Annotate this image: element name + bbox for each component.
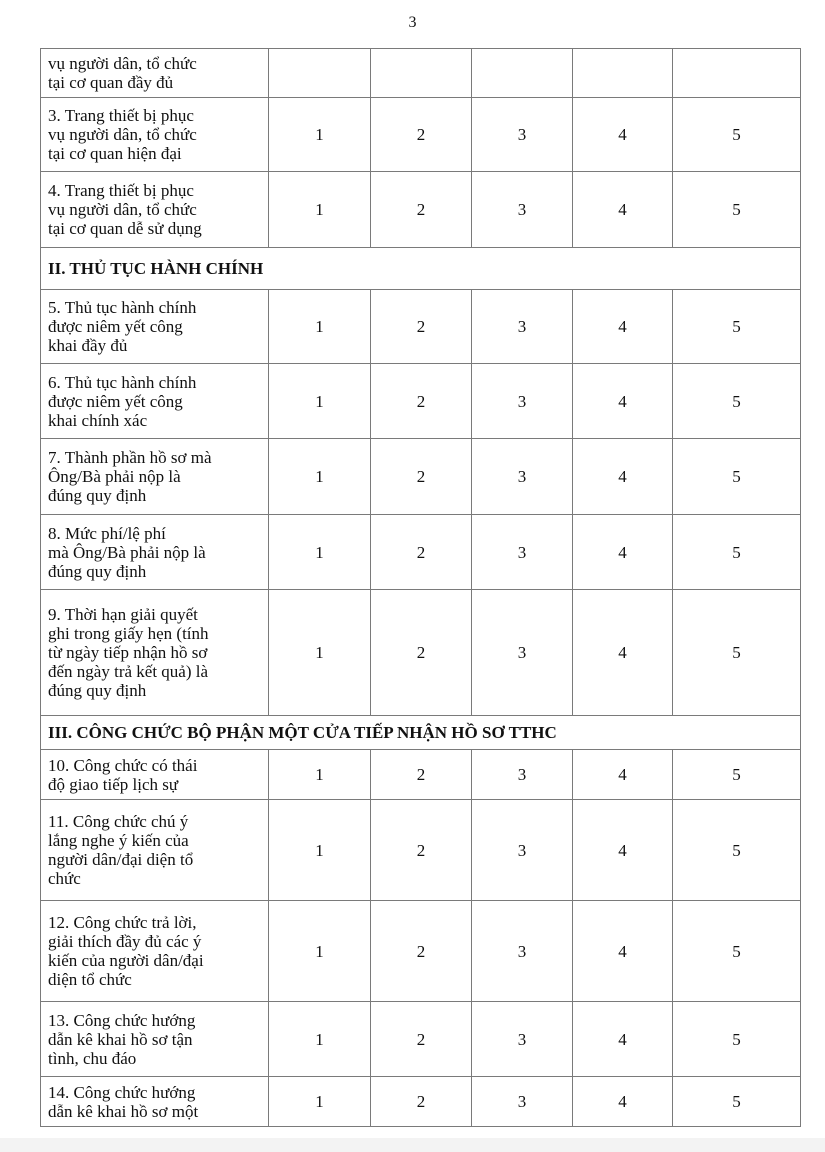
question-text xyxy=(41,590,269,716)
score-option-1[interactable]: 1 xyxy=(269,515,371,590)
question-line: đến ngày trả kết quả) là xyxy=(48,662,209,681)
score-option-3[interactable]: 3 xyxy=(472,1002,573,1077)
score-option-4[interactable]: 4 xyxy=(573,1002,673,1077)
question-line: diện tổ chức xyxy=(48,970,132,989)
question-row xyxy=(41,800,801,901)
question-line: 4. Trang thiết bị phục xyxy=(48,181,194,200)
question-line: 5. Thủ tục hành chính xyxy=(48,298,197,317)
question-text xyxy=(41,1077,269,1127)
score-option-3[interactable]: 3 xyxy=(472,172,573,248)
question-line: Ông/Bà phải nộp là xyxy=(48,467,181,486)
score-option-2[interactable]: 2 xyxy=(371,901,472,1002)
question-text xyxy=(41,49,269,98)
question-line: người dân/đại diện tổ xyxy=(48,850,194,869)
question-line: ghi trong giấy hẹn (tính xyxy=(48,624,209,643)
score-option-2[interactable]: 2 xyxy=(371,750,472,800)
question-line: kiến của người dân/đại xyxy=(48,951,204,970)
bottom-margin-strip xyxy=(0,1138,825,1152)
score-option-2[interactable]: 2 xyxy=(371,590,472,716)
score-option-2[interactable] xyxy=(371,49,472,98)
score-option-4[interactable]: 4 xyxy=(573,290,673,364)
score-option-1[interactable]: 1 xyxy=(269,1077,371,1127)
question-line: đúng quy định xyxy=(48,486,147,505)
question-text xyxy=(41,1002,269,1077)
question-line: đúng quy định xyxy=(48,561,147,581)
score-option-5[interactable]: 5 xyxy=(673,98,801,172)
question-line: 13. Công chức hướng xyxy=(48,1010,196,1030)
question-text xyxy=(41,750,269,800)
score-option-4[interactable]: 4 xyxy=(573,901,673,1002)
score-option-2[interactable]: 2 xyxy=(371,439,472,515)
question-row xyxy=(41,901,801,1002)
score-option-5[interactable]: 5 xyxy=(673,172,801,248)
question-text xyxy=(41,172,269,248)
score-option-4[interactable]: 4 xyxy=(573,800,673,901)
score-option-3[interactable]: 3 xyxy=(472,590,573,716)
question-line: độ giao tiếp lịch sự xyxy=(48,774,179,794)
score-option-3[interactable]: 3 xyxy=(472,1077,573,1127)
question-line: mà Ông/Bà phải nộp là xyxy=(48,542,206,562)
score-option-5[interactable]: 5 xyxy=(673,1002,801,1077)
score-option-1[interactable] xyxy=(269,49,371,98)
question-row xyxy=(41,1077,801,1127)
score-option-5[interactable]: 5 xyxy=(673,800,801,901)
score-option-3[interactable]: 3 xyxy=(472,515,573,590)
question-line: 12. Công chức trả lời, xyxy=(48,913,197,932)
question-line: từ ngày tiếp nhận hồ sơ xyxy=(48,643,208,662)
score-option-1[interactable]: 1 xyxy=(269,364,371,439)
score-option-3[interactable]: 3 xyxy=(472,364,573,439)
score-option-2[interactable]: 2 xyxy=(371,800,472,901)
score-option-1[interactable]: 1 xyxy=(269,590,371,716)
score-option-5[interactable]: 5 xyxy=(673,439,801,515)
score-option-5[interactable]: 5 xyxy=(673,515,801,590)
score-option-2[interactable]: 2 xyxy=(371,1002,472,1077)
score-option-4[interactable]: 4 xyxy=(573,750,673,800)
section-header-row xyxy=(41,248,801,290)
score-option-5[interactable]: 5 xyxy=(673,901,801,1002)
score-option-1[interactable]: 1 xyxy=(269,98,371,172)
question-row xyxy=(41,364,801,439)
score-option-2[interactable]: 2 xyxy=(371,364,472,439)
score-option-2[interactable]: 2 xyxy=(371,98,472,172)
question-text xyxy=(41,98,269,172)
score-option-3[interactable]: 3 xyxy=(472,901,573,1002)
score-option-4[interactable]: 4 xyxy=(573,515,673,590)
question-text xyxy=(41,290,269,364)
score-option-2[interactable]: 2 xyxy=(371,515,472,590)
question-row xyxy=(41,172,801,248)
question-line: 8. Mức phí/lệ phí xyxy=(48,523,166,543)
question-line: đúng quy định xyxy=(48,681,147,700)
section-title: III. CÔNG CHỨC BỘ PHẬN MỘT CỬA TIẾP NHẬN HỒ SƠ TTHC xyxy=(41,716,801,750)
question-line: 14. Công chức hướng xyxy=(48,1082,196,1102)
score-option-2[interactable]: 2 xyxy=(371,1077,472,1127)
score-option-4[interactable]: 4 xyxy=(573,1077,673,1127)
question-row xyxy=(41,98,801,172)
score-option-5[interactable]: 5 xyxy=(673,364,801,439)
score-option-4[interactable]: 4 xyxy=(573,98,673,172)
score-option-1[interactable]: 1 xyxy=(269,172,371,248)
question-line: 10. Công chức có thái xyxy=(48,755,198,775)
question-line: vụ người dân, tổ chức xyxy=(48,200,197,219)
score-option-3[interactable] xyxy=(472,49,573,98)
question-line: tại cơ quan dễ sử dụng xyxy=(48,219,202,238)
question-row xyxy=(41,49,801,98)
score-option-5[interactable]: 5 xyxy=(673,750,801,800)
question-line: vụ người dân, tổ chức xyxy=(48,125,197,144)
score-option-5[interactable] xyxy=(673,49,801,98)
question-text xyxy=(41,901,269,1002)
question-line: giải thích đầy đủ các ý xyxy=(48,932,202,951)
question-row xyxy=(41,290,801,364)
question-line: khai đầy đủ xyxy=(48,336,128,355)
score-option-4[interactable] xyxy=(573,49,673,98)
score-option-2[interactable]: 2 xyxy=(371,290,472,364)
section-header-row xyxy=(41,716,801,750)
question-row xyxy=(41,1002,801,1077)
score-option-2[interactable]: 2 xyxy=(371,172,472,248)
page-number: 3 xyxy=(408,14,417,31)
question-line: được niêm yết công xyxy=(48,391,183,411)
question-row xyxy=(41,439,801,515)
question-line: khai chính xác xyxy=(48,410,148,430)
score-option-1[interactable]: 1 xyxy=(269,750,371,800)
question-line: tại cơ quan đầy đủ xyxy=(48,73,174,92)
survey-rating-table xyxy=(40,48,801,1127)
question-line: 11. Công chức chú ý xyxy=(48,812,189,831)
question-row xyxy=(41,590,801,716)
question-line: 3. Trang thiết bị phục xyxy=(48,106,194,125)
score-option-1[interactable]: 1 xyxy=(269,800,371,901)
question-line: được niêm yết công xyxy=(48,317,183,336)
question-line: chức xyxy=(48,869,81,888)
question-line: 6. Thủ tục hành chính xyxy=(48,372,197,392)
question-line: tình, chu đáo xyxy=(48,1048,137,1068)
section-title: II. THỦ TỤC HÀNH CHÍNH xyxy=(41,248,801,290)
score-option-1[interactable]: 1 xyxy=(269,1002,371,1077)
question-line: 7. Thành phần hồ sơ mà xyxy=(48,448,212,467)
question-line: lắng nghe ý kiến của xyxy=(48,831,189,850)
score-option-3[interactable]: 3 xyxy=(472,439,573,515)
score-option-3[interactable]: 3 xyxy=(472,290,573,364)
question-line: 9. Thời hạn giải quyết xyxy=(48,605,198,624)
score-option-4[interactable]: 4 xyxy=(573,590,673,716)
score-option-5[interactable]: 5 xyxy=(673,290,801,364)
score-option-3[interactable]: 3 xyxy=(472,800,573,901)
score-option-4[interactable]: 4 xyxy=(573,364,673,439)
score-option-3[interactable]: 3 xyxy=(472,98,573,172)
score-option-5[interactable]: 5 xyxy=(673,1077,801,1127)
question-text xyxy=(41,364,269,439)
score-option-1[interactable]: 1 xyxy=(269,290,371,364)
score-option-3[interactable]: 3 xyxy=(472,750,573,800)
question-line: dẫn kê khai hồ sơ một xyxy=(48,1101,199,1121)
score-option-1[interactable]: 1 xyxy=(269,439,371,515)
question-line: tại cơ quan hiện đại xyxy=(48,144,182,163)
question-row xyxy=(41,515,801,590)
score-option-5[interactable]: 5 xyxy=(673,590,801,716)
question-text xyxy=(41,439,269,515)
question-line: dẫn kê khai hồ sơ tận xyxy=(48,1029,193,1049)
score-option-4[interactable]: 4 xyxy=(573,439,673,515)
question-text xyxy=(41,515,269,590)
question-row xyxy=(41,750,801,800)
question-text xyxy=(41,800,269,901)
question-line: vụ người dân, tổ chức xyxy=(48,54,197,73)
score-option-4[interactable]: 4 xyxy=(573,172,673,248)
score-option-1[interactable]: 1 xyxy=(269,901,371,1002)
